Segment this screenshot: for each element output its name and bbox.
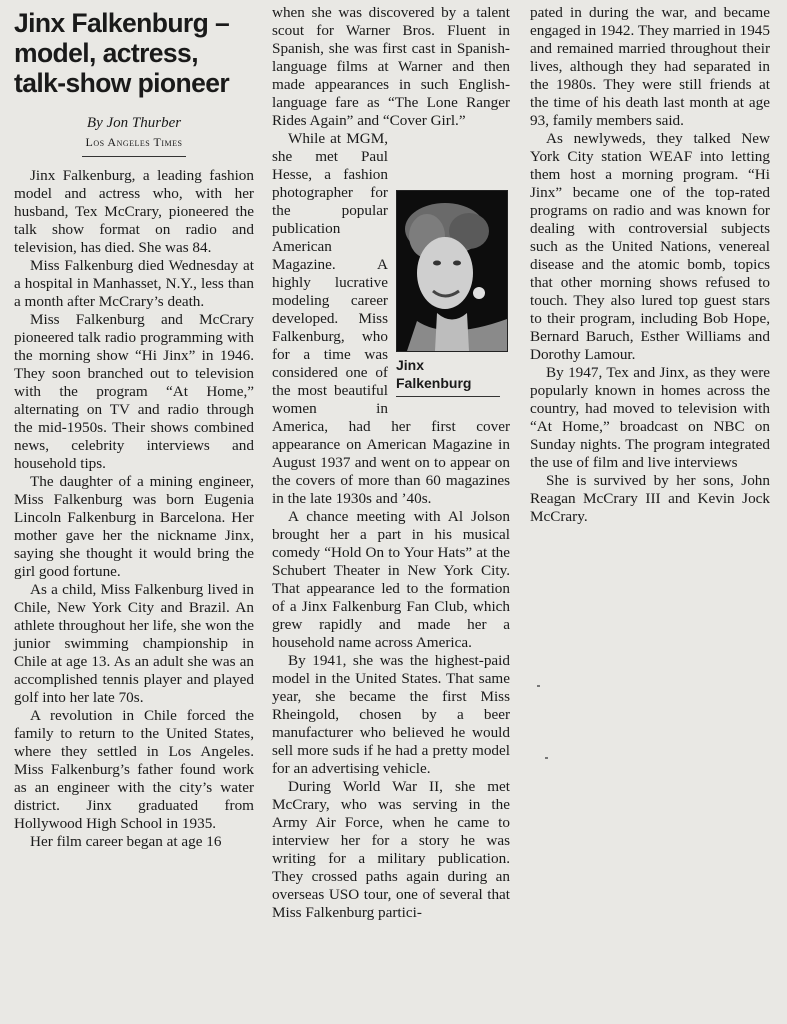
publication-name: Los Angeles Times xyxy=(85,135,183,149)
paragraph: By 1941, she was the highest-paid model in the United States. That same year, she became the first Miss Rheingold, chosen by a beer manufacturer who believed he would sell more suds if he had a pretty model for an advertising vehicle. xyxy=(272,652,510,777)
column-2 xyxy=(272,4,510,922)
paragraph: While at MGM, she met Paul Hesse, a fashion photographer for the popular publication American Magazine. A highly lucrative modeling career developed. Miss Falkenburg, who for a time was considered one of the most beautiful women in America, had her first cover appearance on American Magazine in August 1937 and went on to appear on the covers of more than 60 magazines in the late 1930s and ’40s. xyxy=(272,130,510,507)
byline: By Jon Thurber xyxy=(86,115,182,131)
column-3 xyxy=(530,4,770,526)
paragraph: pated in during the war, and became engaged in 1942. They married in 1945 and remained married throughout their lives, although they had separated in the 1980s. They were still friends at the time of his death last month at age 93, family members said. xyxy=(530,4,770,129)
paragraph: As a child, Miss Falkenburg lived in Chile, New York City and Brazil. An athlete throughout her life, she won the junior swimming championship in Chile at age 13. As an adult she was an accomplished tennis player and played golf into her late 70s. xyxy=(14,581,254,706)
paragraph: Her film career began at age 16 xyxy=(30,833,222,850)
headline: Jinx Falkenburg – model, actress, talk-show pioneer xyxy=(14,8,230,98)
portrait-image xyxy=(397,191,507,351)
paragraph: The daughter of a mining engineer, Miss Falkenburg was born Eugenia Lincoln Falkenburg in Barcelona. Her mother gave her the nickname Jinx, saying she thought it would bring the girl good fortune. xyxy=(14,473,254,580)
print-speck xyxy=(545,757,548,759)
paragraph: when she was discovered by a talent scout for Warner Bros. Fluent in Spanish, she was first cast in Spanish-language films at Warner and then made appearances in such English-language fare as “The Lone Ranger Rides Again” and “Cover Girl.” xyxy=(272,4,510,129)
photo-block xyxy=(396,190,510,397)
photo-caption: Jinx Falkenburg xyxy=(396,356,500,397)
paragraph: A revolution in Chile forced the family to return to the United States, where they settled in Los Angeles. Miss Falkenburg’s father found work as an engineer with the city’s water district. Jinx graduated from Hollywood High School in 1935. xyxy=(14,707,254,832)
paragraph: Miss Falkenburg and McCrary pioneered talk radio programming with the morning show “Hi Jinx” in 1946. They soon branched out to television with the program “At Home,” alternating on TV and radio through the mid-1950s. Their shows combined news, celebrity interviews and household tips. xyxy=(14,311,254,472)
paragraph: During World War II, she met McCrary, who was serving in the Army Air Force, when he came to interview her for a story he was writing for a military publication. They crossed paths again during an overseas USO tour, one of several that Miss Falkenburg partici- xyxy=(272,778,510,921)
paragraph: A chance meeting with Al Jolson brought her a part in his musical comedy “Hold On to Your Hats” at the Schubert Theater in New York City. That appearance led to the formation of a Jinx Falkenburg Fan Club, which grew rapidly and made her a household name across America. xyxy=(272,508,510,651)
paragraph: She is survived by her sons, John Reagan McCrary III and Kevin Jock McCrary. xyxy=(530,472,770,525)
paragraph: Miss Falkenburg died Wednesday at a hospital in Manhasset, N.Y., less than a month after McCrary’s death. xyxy=(14,257,254,310)
paragraph: As newlyweds, they talked New York City station WEAF into letting them host a morning program. “Hi Jinx” became one of the top-rated programs on radio and was known for dealing with controversial subjects such as the United Nations, venereal disease and the atomic bomb, topics that other morning shows refused to touch. They also lured top guest stars to their program, including Bob Hope, Bernard Baruch, Esther Williams and Dorothy Lamour. xyxy=(530,130,770,363)
paragraph: By 1947, Tex and Jinx, as they were popularly known in homes across the country, had moved to television with “At Home,” broadcast on NBC on Sunday nights. The program integrated the use of film and live interviews xyxy=(530,364,770,471)
portrait-photo xyxy=(396,190,508,352)
column-1 xyxy=(14,4,254,851)
byline-divider xyxy=(82,156,186,157)
print-speck xyxy=(537,685,540,687)
paragraph: Jinx Falkenburg, a leading fashion model and actress who, with her husband, Tex McCrary, pioneered the talk show format on radio and television, has died. She was 84. xyxy=(14,167,254,256)
